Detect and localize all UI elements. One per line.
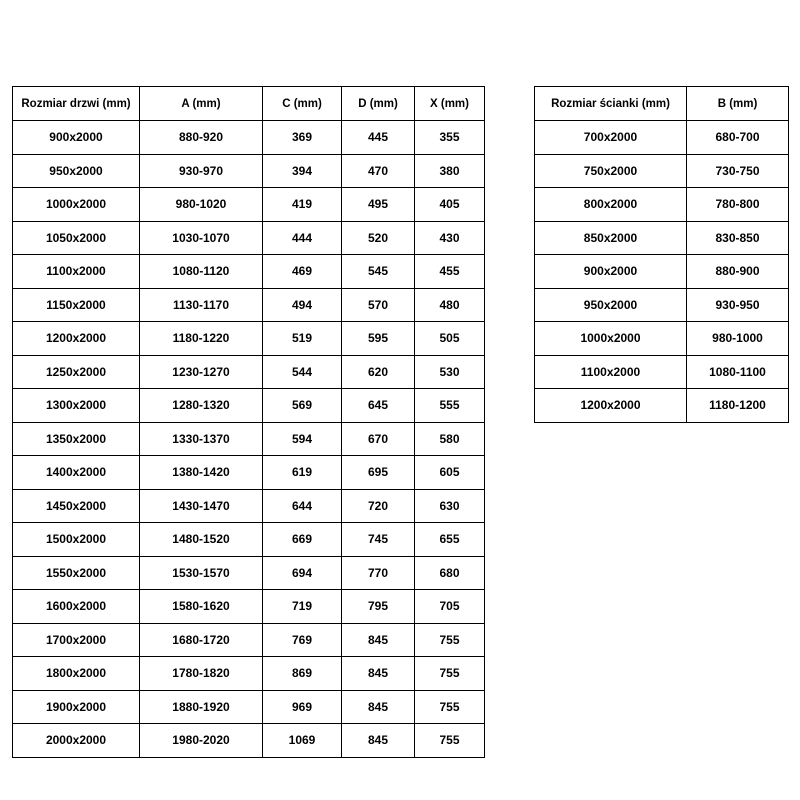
doors_table-cell: 1500x2000: [13, 523, 140, 557]
doors_table-cell: 570: [342, 288, 415, 322]
table-row: [13, 590, 485, 624]
doors_table-cell: 1130-1170: [140, 288, 263, 322]
table-row: [13, 422, 485, 456]
doors_table-cell: 480: [415, 288, 485, 322]
doors_table-cell: 1780-1820: [140, 657, 263, 691]
table-row: [535, 221, 789, 255]
wall_table-cell: 730-750: [687, 154, 789, 188]
doors_table-cell: 669: [263, 523, 342, 557]
doors_table-cell: 520: [342, 221, 415, 255]
doors_table-cell: 705: [415, 590, 485, 624]
table-row: [13, 255, 485, 289]
table-header-row: [13, 87, 485, 121]
column-header-x: X (mm): [415, 87, 485, 121]
wall_table-cell: 930-950: [687, 288, 789, 322]
table-row: [535, 355, 789, 389]
doors_table-cell: 1600x2000: [13, 590, 140, 624]
door-size-table: [12, 86, 485, 758]
doors_table-cell: 455: [415, 255, 485, 289]
table-row: [535, 322, 789, 356]
doors_table-cell: 419: [263, 188, 342, 222]
doors_table-cell: 544: [263, 355, 342, 389]
column-header-wall-size: Rozmiar ścianki (mm): [535, 87, 687, 121]
doors_table-cell: 1280-1320: [140, 389, 263, 423]
doors_table-cell: 1330-1370: [140, 422, 263, 456]
doors_table-cell: 655: [415, 523, 485, 557]
table-header-row: [535, 87, 789, 121]
column-header-d: D (mm): [342, 87, 415, 121]
doors_table-cell: 620: [342, 355, 415, 389]
doors_table-cell: 1030-1070: [140, 221, 263, 255]
wall_table-cell: 880-900: [687, 255, 789, 289]
doors_table-cell: 969: [263, 690, 342, 724]
doors_table-cell: 445: [342, 121, 415, 155]
doors_table-cell: 494: [263, 288, 342, 322]
doors_table-cell: 719: [263, 590, 342, 624]
doors_table-cell: 605: [415, 456, 485, 490]
doors_table-cell: 1350x2000: [13, 422, 140, 456]
table-row: [13, 690, 485, 724]
wall_table-cell: 1080-1100: [687, 355, 789, 389]
doors_table-cell: 694: [263, 556, 342, 590]
doors_table-cell: 1700x2000: [13, 623, 140, 657]
doors_table-cell: 670: [342, 422, 415, 456]
doors_table-cell: 1150x2000: [13, 288, 140, 322]
doors_table-cell: 1450x2000: [13, 489, 140, 523]
doors_table-cell: 1000x2000: [13, 188, 140, 222]
doors_table-cell: 1200x2000: [13, 322, 140, 356]
table-row: [13, 154, 485, 188]
table-row: [535, 389, 789, 423]
doors_table-cell: 1900x2000: [13, 690, 140, 724]
doors_table-cell: 1880-1920: [140, 690, 263, 724]
doors_table-cell: 720: [342, 489, 415, 523]
wall_table-cell: 1000x2000: [535, 322, 687, 356]
doors_table-cell: 469: [263, 255, 342, 289]
doors_table-cell: 630: [415, 489, 485, 523]
wall-size-table: [534, 86, 789, 423]
doors_table-cell: 1050x2000: [13, 221, 140, 255]
doors_table-cell: 405: [415, 188, 485, 222]
table-row: [13, 121, 485, 155]
doors_table-cell: 845: [342, 657, 415, 691]
wall_table-cell: 1180-1200: [687, 389, 789, 423]
doors_table-cell: 580: [415, 422, 485, 456]
doors_table-cell: 869: [263, 657, 342, 691]
table-row: [535, 154, 789, 188]
doors_table-cell: 1800x2000: [13, 657, 140, 691]
doors_table-cell: 1230-1270: [140, 355, 263, 389]
table-row: [13, 657, 485, 691]
wall_table-cell: 780-800: [687, 188, 789, 222]
doors_table-cell: 430: [415, 221, 485, 255]
doors_table-cell: 845: [342, 623, 415, 657]
table-row: [13, 556, 485, 590]
doors_table-cell: 880-920: [140, 121, 263, 155]
doors_table-cell: 1250x2000: [13, 355, 140, 389]
doors_table-cell: 980-1020: [140, 188, 263, 222]
wall_table-cell: 750x2000: [535, 154, 687, 188]
doors_table-cell: 755: [415, 690, 485, 724]
doors_table-cell: 619: [263, 456, 342, 490]
doors_table-cell: 645: [342, 389, 415, 423]
doors_table-cell: 644: [263, 489, 342, 523]
wall_table-cell: 700x2000: [535, 121, 687, 155]
table-row: [535, 288, 789, 322]
doors_table-cell: 594: [263, 422, 342, 456]
doors_table-cell: 1180-1220: [140, 322, 263, 356]
table-row: [13, 288, 485, 322]
table-row: [13, 389, 485, 423]
doors_table-cell: 470: [342, 154, 415, 188]
table-row: [535, 121, 789, 155]
doors_table-cell: 1480-1520: [140, 523, 263, 557]
doors_table-cell: 505: [415, 322, 485, 356]
wall_table-cell: 900x2000: [535, 255, 687, 289]
doors_table-cell: 1530-1570: [140, 556, 263, 590]
column-header-b: B (mm): [687, 87, 789, 121]
wall_table-cell: 950x2000: [535, 288, 687, 322]
wall_table-cell: 1100x2000: [535, 355, 687, 389]
doors_table-cell: 1980-2020: [140, 724, 263, 758]
doors_table-cell: 755: [415, 657, 485, 691]
table-row: [13, 489, 485, 523]
doors_table-cell: 555: [415, 389, 485, 423]
wall_table-cell: 1200x2000: [535, 389, 687, 423]
table-row: [13, 355, 485, 389]
doors_table-cell: 545: [342, 255, 415, 289]
table-row: [535, 255, 789, 289]
doors_table-cell: 755: [415, 724, 485, 758]
table-row: [535, 188, 789, 222]
column-header-a: A (mm): [140, 87, 263, 121]
doors_table-cell: 1100x2000: [13, 255, 140, 289]
wall_table-cell: 850x2000: [535, 221, 687, 255]
column-header-c: C (mm): [263, 87, 342, 121]
doors_table-cell: 495: [342, 188, 415, 222]
doors_table-cell: 769: [263, 623, 342, 657]
table-row: [13, 322, 485, 356]
doors_table-cell: 519: [263, 322, 342, 356]
wall_table-cell: 830-850: [687, 221, 789, 255]
doors_table-cell: 680: [415, 556, 485, 590]
doors_table-cell: 355: [415, 121, 485, 155]
doors_table-cell: 695: [342, 456, 415, 490]
doors_table-cell: 569: [263, 389, 342, 423]
doors_table-cell: 1380-1420: [140, 456, 263, 490]
doors_table-cell: 1300x2000: [13, 389, 140, 423]
table-row: [13, 724, 485, 758]
doors_table-cell: 950x2000: [13, 154, 140, 188]
doors_table-cell: 1080-1120: [140, 255, 263, 289]
doors_table-cell: 795: [342, 590, 415, 624]
table-row: [13, 623, 485, 657]
doors_table-cell: 369: [263, 121, 342, 155]
doors_table-cell: 394: [263, 154, 342, 188]
doors_table-cell: 1580-1620: [140, 590, 263, 624]
wall_table-cell: 800x2000: [535, 188, 687, 222]
doors_table-cell: 1069: [263, 724, 342, 758]
doors_table-cell: 1400x2000: [13, 456, 140, 490]
wall_table-cell: 680-700: [687, 121, 789, 155]
doors_table-cell: 444: [263, 221, 342, 255]
table-row: [13, 188, 485, 222]
column-header-door-size: Rozmiar drzwi (mm): [13, 87, 140, 121]
doors_table-cell: 845: [342, 690, 415, 724]
doors_table-cell: 1680-1720: [140, 623, 263, 657]
doors_table-cell: 1550x2000: [13, 556, 140, 590]
doors_table-cell: 900x2000: [13, 121, 140, 155]
doors_table-cell: 770: [342, 556, 415, 590]
doors_table-cell: 2000x2000: [13, 724, 140, 758]
doors_table-cell: 530: [415, 355, 485, 389]
wall_table-cell: 980-1000: [687, 322, 789, 356]
doors_table-cell: 745: [342, 523, 415, 557]
doors_table-cell: 1430-1470: [140, 489, 263, 523]
table-row: [13, 456, 485, 490]
doors_table-cell: 755: [415, 623, 485, 657]
table-row: [13, 221, 485, 255]
doors_table-cell: 930-970: [140, 154, 263, 188]
doors_table-cell: 380: [415, 154, 485, 188]
table-row: [13, 523, 485, 557]
doors_table-cell: 845: [342, 724, 415, 758]
doors_table-cell: 595: [342, 322, 415, 356]
